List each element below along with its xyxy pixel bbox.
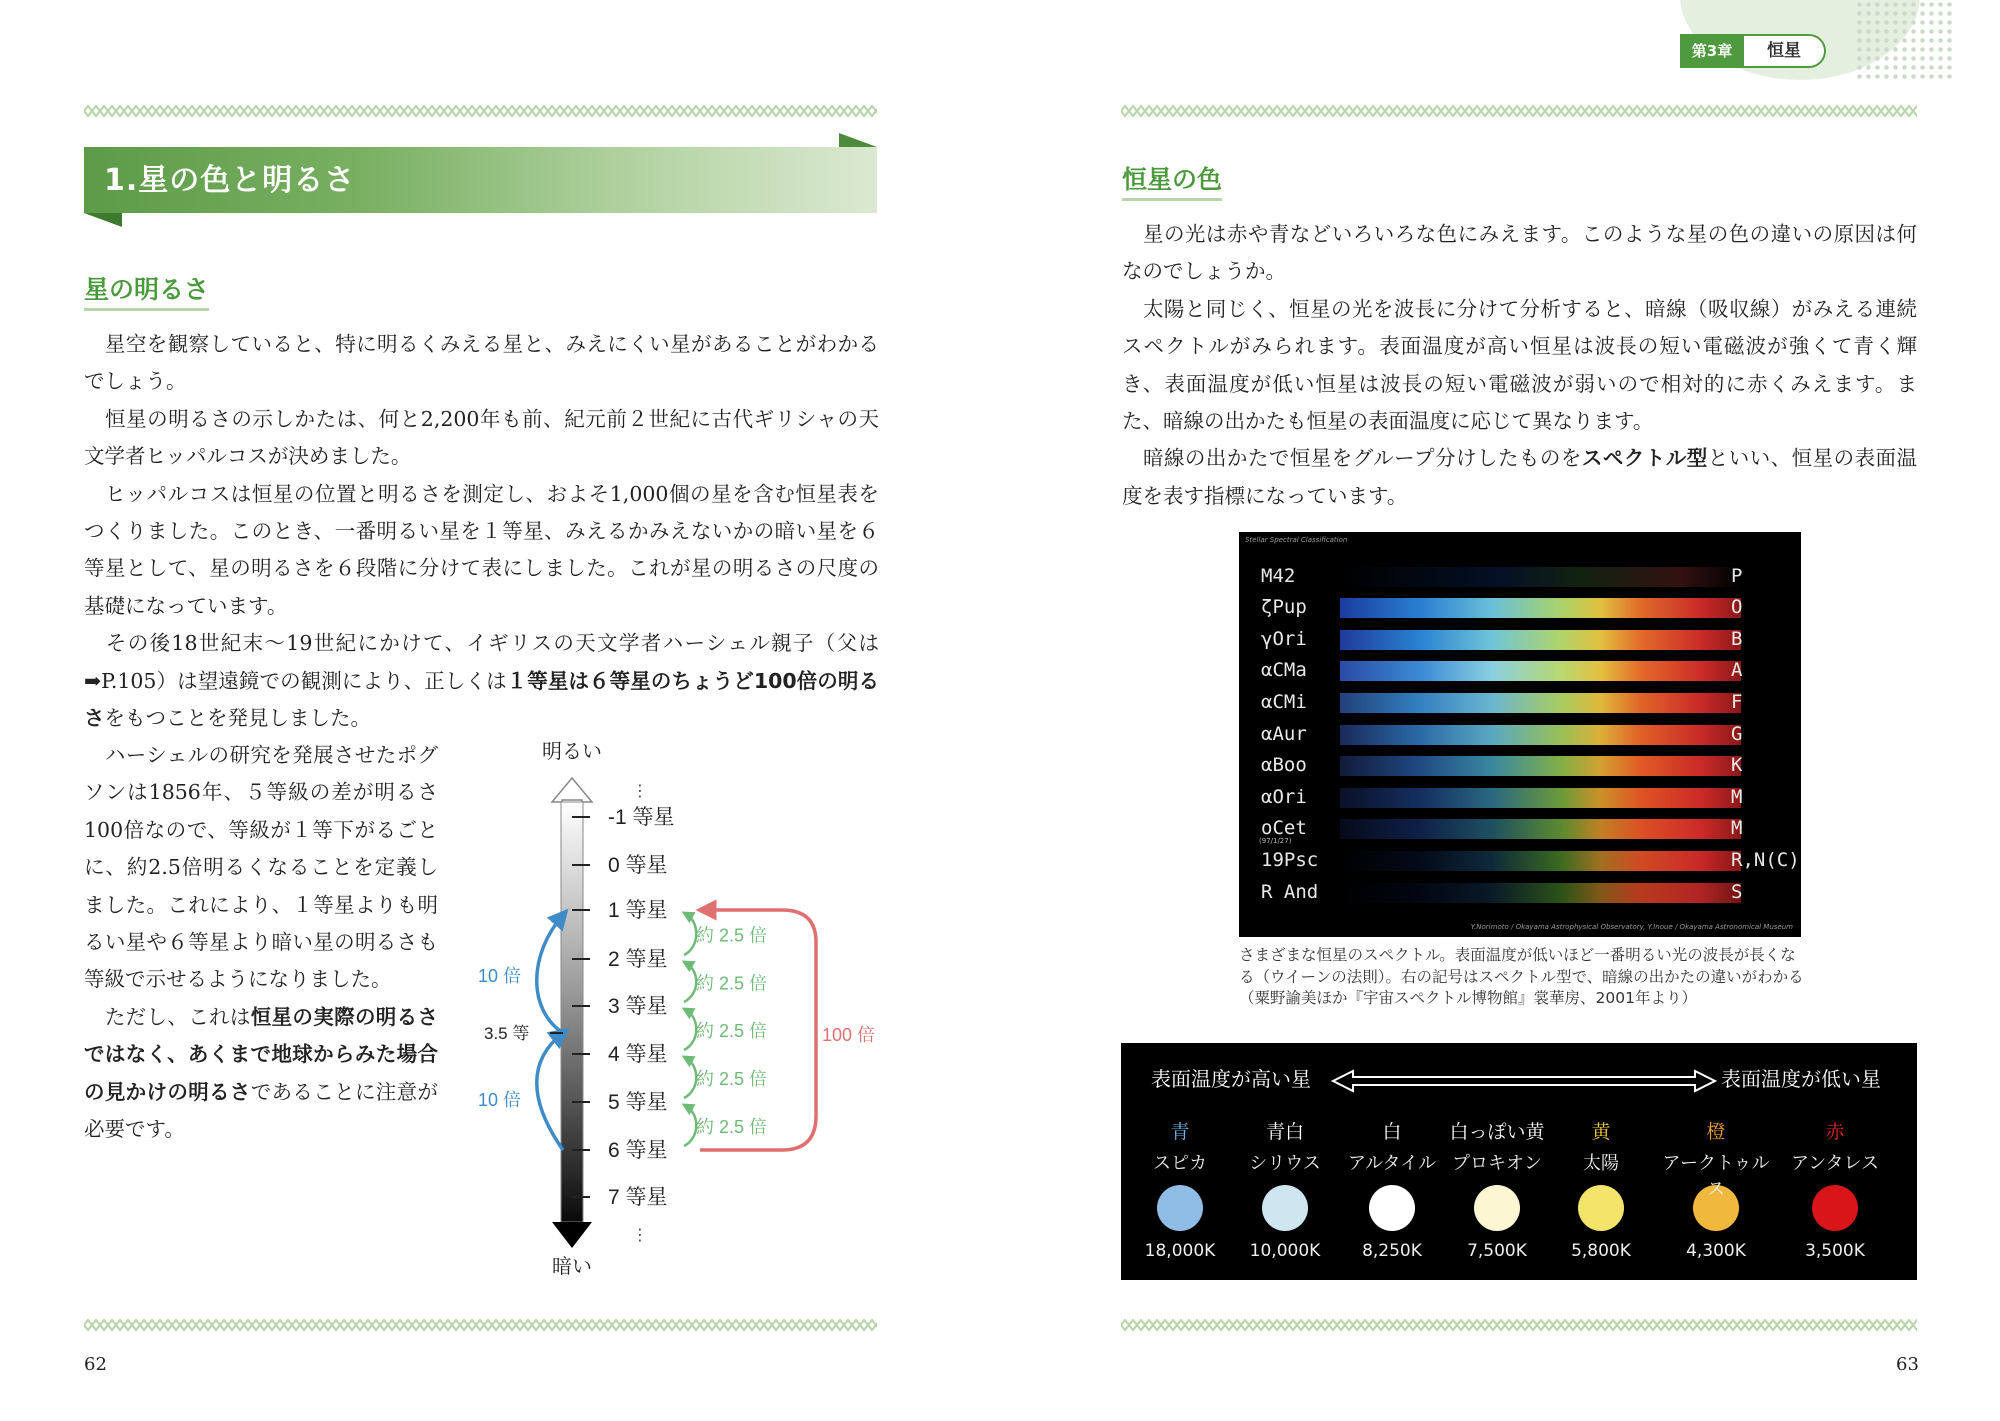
spectral-class: P xyxy=(1731,565,1743,587)
page-number-left: 62 xyxy=(84,1354,107,1375)
spectral-class: A xyxy=(1731,659,1743,681)
star-color-name: 橙 xyxy=(1706,1121,1726,1143)
step-arrow xyxy=(684,1106,696,1146)
bottom-decorative-border-left xyxy=(84,1318,877,1332)
step-label: 約 2.5 倍 xyxy=(696,925,768,946)
spectrum-star-name: αOri xyxy=(1261,786,1307,808)
spectrum-star-name: αCMi xyxy=(1261,691,1307,713)
spectrum-star-name: αCMa xyxy=(1261,659,1307,681)
label-hot-stars: 表面温度が高い星 xyxy=(1151,1067,1311,1091)
spectrum-row xyxy=(1239,689,1801,717)
magnitude-level-label: 5 等星 xyxy=(608,1091,668,1114)
spectrum-star-name: 19Psc xyxy=(1261,849,1319,871)
spectrum-band xyxy=(1340,567,1741,587)
star-temperature: 8,250K xyxy=(1362,1241,1422,1261)
spectrum-band xyxy=(1340,819,1741,839)
spectrum-row xyxy=(1239,847,1801,875)
paragraph-r2: 太陽と同じく、恒星の光を波長に分けて分析すると、暗線（吸収線）がみえる連続スペクトルがみられます。表面温度が高い恒星は波長の短い電磁波が強くて青く輝き、表面温度が低い恒星は波長の短い電磁波が弱いので相対的に赤くみえます。また、暗線の出かたも恒星の表面温度に応じて異なります。 xyxy=(1122,296,1917,434)
star-color-name: 白 xyxy=(1382,1121,1402,1143)
spectral-class: B xyxy=(1731,628,1743,650)
page-number-right: 63 xyxy=(1896,1354,1919,1375)
chapter-number: 第3章 xyxy=(1680,34,1744,68)
label-3-5-mag: 3.5 等 xyxy=(484,1024,530,1043)
magnitude-diagram xyxy=(460,740,900,1280)
spectrum-caption: さまざまな恒星のスペクトル。表面温度が低いほど一番明るい光の波長が長くなる（ウイーンの法則）。右の記号はスペクトル型で、暗線の出かたの違いがわかる（粟野諭美ほか『宇宙スペクトル博物館』裳華房、2001年より） xyxy=(1239,946,1804,1007)
label-cool-stars: 表面温度が低い星 xyxy=(1721,1067,1881,1091)
star-temperature: 3,500K xyxy=(1805,1241,1865,1261)
subhead-brightness: 星の明るさ xyxy=(84,270,209,311)
star-color-dot xyxy=(1578,1185,1624,1231)
label-10x-lower: 10 倍 xyxy=(478,1090,522,1110)
star-swatch xyxy=(1337,1117,1447,1261)
step-arrow xyxy=(684,914,696,955)
spectrum-band xyxy=(1340,693,1741,713)
step-label: 約 2.5 倍 xyxy=(696,973,768,994)
spectrum-band xyxy=(1340,883,1741,903)
step-label: 約 2.5 倍 xyxy=(696,1021,768,1041)
spectrum-band xyxy=(1340,756,1741,776)
paragraph-1: 星空を観察していると、特に明るくみえる星と、みえにくい星があることがわかるでしょう。 xyxy=(84,332,879,394)
spectrum-star-name: R And xyxy=(1261,881,1319,903)
star-swatch xyxy=(1125,1117,1235,1261)
step-arrow xyxy=(684,963,696,1002)
section-title: 1.星の色と明るさ xyxy=(104,163,356,198)
paragraph-5: ハーシェルの研究を発展させたポグソンは1856年、５等級の差が明るさ100倍なので、等級が１等下がるごとに、約2.5倍明るくなることを定義しました。これにより、１等星よりも明るい星や６等星より暗い星の明るさも等級で示せるようになりました。 xyxy=(84,743,438,992)
star-name: アークトゥルス xyxy=(1662,1153,1770,1200)
star-color-dot xyxy=(1474,1185,1520,1231)
star-temperature: 18,000K xyxy=(1144,1241,1216,1261)
chapter-tab xyxy=(1680,34,1826,68)
star-color-dot xyxy=(1369,1185,1415,1231)
star-swatch xyxy=(1661,1117,1771,1261)
spectral-class: F xyxy=(1731,691,1743,713)
body-text-left-main xyxy=(84,326,879,737)
banner-fold-left xyxy=(84,213,122,227)
spectrum-star-name: M42 xyxy=(1261,565,1296,587)
star-name: アンタレス xyxy=(1790,1153,1880,1174)
star-color-name: 青 xyxy=(1170,1121,1190,1143)
label-bright: 明るい xyxy=(542,741,602,763)
chapter-name: 恒星 xyxy=(1744,34,1826,68)
top-decorative-border-left xyxy=(84,104,877,118)
spectrum-row xyxy=(1239,879,1801,907)
paragraph-3: ヒッパルコスは恒星の位置と明るさを測定し、およそ1,000個の星を含む恒星表をつくりました。このとき、一番明るい星を１等星、みえるかみえないかの暗い星を６等星として、星の明るさを６段階に分けて表にしました。これが星の明るさの尺度の基礎になっています。 xyxy=(84,481,879,618)
subhead-star-color: 恒星の色 xyxy=(1122,160,1222,201)
star-color-dot xyxy=(1262,1185,1308,1231)
spectrum-figure xyxy=(1239,532,1801,937)
spectrum-row xyxy=(1239,626,1801,654)
spectrum-band xyxy=(1340,725,1741,745)
star-temperature: 7,500K xyxy=(1467,1241,1527,1261)
spectrum-row xyxy=(1239,594,1801,622)
magnitude-diagram-svg xyxy=(460,740,900,1280)
magnitude-level-label: 0 等星 xyxy=(608,854,668,877)
banner-fold-right xyxy=(839,133,877,147)
star-color-dot xyxy=(1157,1185,1203,1231)
spectrum-band xyxy=(1340,661,1741,681)
label-dark: 暗い xyxy=(552,1256,592,1278)
spectral-class: R,N(C) xyxy=(1731,849,1800,871)
paragraph-r1: 星の光は赤や青などいろいろな色にみえます。このような星の色の違いの原因は何なのでしょうか。 xyxy=(1122,222,1917,284)
spectrum-row xyxy=(1239,563,1801,591)
spectrum-star-name: oCet xyxy=(1261,817,1307,839)
magnitude-level-label: 3 等星 xyxy=(608,995,668,1018)
magnitude-level-label: 7 等星 xyxy=(608,1186,668,1209)
star-swatch xyxy=(1780,1117,1890,1261)
spectrum-row xyxy=(1239,815,1801,843)
star-color-name: 青白 xyxy=(1265,1121,1304,1143)
spectrum-row xyxy=(1239,657,1801,685)
spectrum-star-name: γOri xyxy=(1261,628,1307,650)
magnitude-level-label: 4 等星 xyxy=(608,1043,668,1066)
body-text-left-column xyxy=(84,737,438,1148)
star-color-dot xyxy=(1812,1185,1858,1231)
step-arrow xyxy=(684,1058,696,1098)
spectrum-band xyxy=(1340,851,1741,871)
star-color-panel xyxy=(1121,1043,1917,1280)
spectrum-star-name: αAur xyxy=(1261,723,1307,745)
top-decorative-border-right xyxy=(1121,104,1917,118)
step-label: 約 2.5 倍 xyxy=(696,1069,768,1089)
spectrum-band xyxy=(1340,630,1741,650)
spectral-class: M xyxy=(1731,817,1743,839)
spectrum-band xyxy=(1340,788,1741,808)
double-arrow-icon xyxy=(1331,1069,1717,1093)
step-arrow xyxy=(684,1010,696,1050)
star-name: スピカ xyxy=(1153,1153,1207,1174)
spectral-class: K xyxy=(1731,754,1743,776)
magnitude-level-label: 6 等星 xyxy=(608,1139,668,1162)
star-swatch xyxy=(1442,1117,1552,1261)
label-100x: 100 倍 xyxy=(822,1025,876,1045)
section-banner xyxy=(84,147,877,213)
spectral-class: S xyxy=(1731,881,1743,903)
spectrum-row xyxy=(1239,784,1801,812)
paragraph-4: その後18世紀末〜19世紀にかけて、イギリスの天文学者ハーシェル親子（父は➡P.105）は望遠鏡での観測により、正しくは１等星は６等星のちょうど100倍の明るさをもつことを発見しました。 xyxy=(84,631,879,731)
ellipsis-bottom: ⋮ xyxy=(632,1225,648,1244)
paragraph-6: ただし、これは恒星の実際の明るさではなく、あくまで地球からみた場合の見かけの明るさであることに注意が必要です。 xyxy=(84,1004,438,1142)
spectrum-row xyxy=(1239,721,1801,749)
paragraph-2: 恒星の明るさの示しかたは、何と2,200年も前、紀元前２世紀に古代ギリシャの天文学者ヒッパルコスが決めました。 xyxy=(84,406,879,469)
star-name: 太陽 xyxy=(1583,1153,1619,1174)
spectrum-band xyxy=(1340,598,1741,618)
step-label: 約 2.5 倍 xyxy=(696,1117,768,1137)
chapter-decoration-dots xyxy=(1855,0,1955,82)
body-text-right xyxy=(1122,216,1917,515)
spectrum-star-name: ζPup xyxy=(1261,596,1307,618)
star-name: プロキオン xyxy=(1452,1153,1542,1174)
spectrum-header: Stellar Spectral Classification xyxy=(1245,536,1348,544)
star-color-name: 黄 xyxy=(1591,1121,1611,1143)
spectral-class: M xyxy=(1731,786,1743,808)
magnitude-level-label: 2 等星 xyxy=(608,948,668,971)
magnitude-level-label: -1 等星 xyxy=(608,806,675,829)
spectrum-star-name: αBoo xyxy=(1261,754,1307,776)
star-name: アルタイル xyxy=(1347,1153,1437,1174)
spectral-class: G xyxy=(1731,723,1743,745)
star-swatch xyxy=(1546,1117,1656,1261)
star-temperature: 5,800K xyxy=(1571,1241,1631,1261)
star-color-name: 赤 xyxy=(1825,1121,1845,1143)
ellipsis-top: ⋮ xyxy=(632,781,648,800)
magnitude-level-label: 1 等星 xyxy=(608,899,668,922)
label-10x-upper: 10 倍 xyxy=(478,966,522,986)
star-temperature: 4,300K xyxy=(1686,1241,1746,1261)
spectral-class: O xyxy=(1731,596,1743,618)
star-swatch xyxy=(1230,1117,1340,1261)
spectrum-date: (97/1/27) xyxy=(1259,837,1292,845)
star-name: シリウス xyxy=(1249,1153,1321,1174)
paragraph-r3: 暗線の出かたで恒星をグループ分けしたものをスペクトル型といい、恒星の表面温度を表す指標になっています。 xyxy=(1122,446,1918,508)
star-color-name: 白っぽい黄 xyxy=(1449,1121,1545,1143)
star-temperature: 10,000K xyxy=(1249,1241,1321,1261)
spectrum-row xyxy=(1239,752,1801,780)
bottom-decorative-border-right xyxy=(1121,1318,1917,1332)
spectrum-credit: Y.Norimoto / Okayama Astrophysical Observatory, Y.Inoue / Okayama Astronomical Museum xyxy=(1470,923,1793,931)
